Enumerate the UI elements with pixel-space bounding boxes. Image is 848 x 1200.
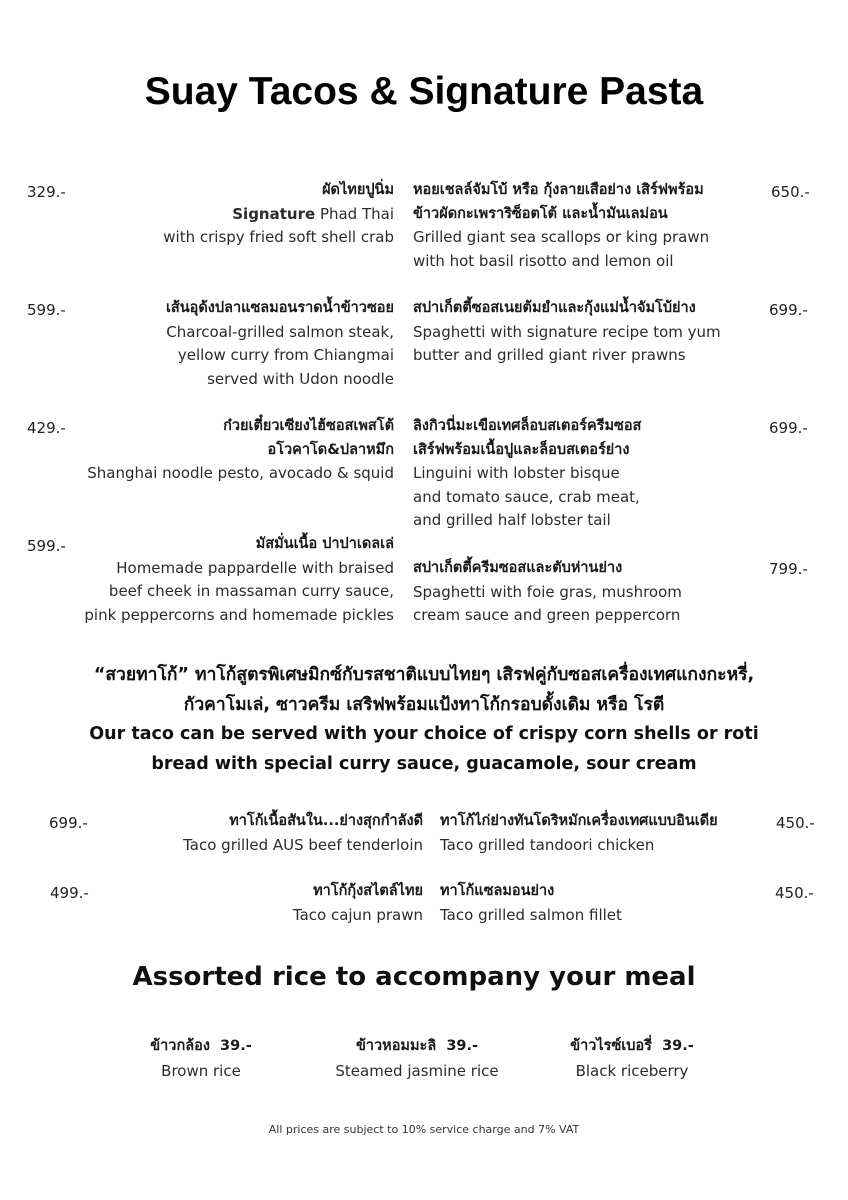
item-english-line: and grilled half lobster tail [413, 511, 611, 529]
rice-thai-name: ข้าวกล้อง [150, 1038, 210, 1054]
item-thai-name: เส้นอุด้งปลาแซลมอนราดน้ำข้าวซอย [165, 300, 394, 316]
price-beef-taco: 699.- [49, 814, 88, 832]
menu-item-salmon-udon [166, 297, 394, 391]
item-english-line: pink peppercorns and homemade pickles [84, 605, 394, 624]
menu-item-tandoori-taco [440, 810, 718, 857]
taco-note-line: bread with special curry sauce, guacamole, sour cream [151, 753, 697, 774]
price-prawn-taco: 499.- [50, 884, 89, 902]
price-salmon-udon: 599.- [27, 301, 66, 319]
taco-note-line: กัวคาโมเล่, ซาวครีม เสริฟพร้อมแป้งทาโก้กรอบดั้งเดิม หรือ โรตี [183, 694, 665, 715]
rice-item-jasmine [297, 1034, 537, 1084]
rice-item-brown [81, 1034, 321, 1084]
taco-note-line: “สวยทาโก้” ทาโก้สูตรพิเศษมิกซ์กับรสชาติแบบไทยๆ เสิรฟคู่กับซอสเครื่องเทศแกงกะหรี่, [93, 665, 755, 685]
item-thai-name: สปาเก็ตตี้ซอสเนยต้มยำและกุ้งแม่น้ำจัมโบ้ย่าง [413, 300, 696, 316]
item-english-line: Charcoal-grilled salmon steak, [166, 322, 394, 341]
item-thai-name: มัสมั่นเนื้อ ปาปาเดลเล่ [255, 536, 394, 552]
menu-item-salmon-taco [440, 880, 622, 927]
price-tandoori-taco: 450.- [776, 814, 815, 832]
item-english-line: with hot basil risotto and lemon oil [413, 251, 674, 270]
rice-english-name: Black riceberry [575, 1062, 689, 1080]
rice-price: 39.- [446, 1038, 479, 1054]
price-foie-gras-spaghetti: 799.- [769, 560, 808, 578]
rice-thai-name: ข้าวไรซ์เบอรี่ [570, 1038, 652, 1054]
menu-item-massaman-pappardelle [84, 533, 394, 627]
menu-item-tom-yum-spaghetti [413, 297, 721, 368]
item-thai-name: ทาโก้กุ้งสไตล์ไทย [313, 883, 423, 899]
price-scallop-risotto: 650.- [771, 183, 810, 201]
rice-item-riceberry [512, 1034, 752, 1084]
menu-item-beef-taco [183, 810, 423, 857]
rice-english-name: Brown rice [161, 1062, 241, 1080]
item-english-line: with crispy fried soft shell crab [163, 228, 394, 246]
item-thai-name: ผัดไทยปูนิ่ม [322, 182, 394, 198]
item-thai-name: ก๋วยเตี๋ยวเซียงไฮ้ซอสเพสโต้ [223, 418, 394, 434]
item-english-line: cream sauce and green peppercorn [413, 606, 681, 624]
rice-english-name: Steamed jasmine rice [335, 1062, 499, 1080]
item-english-line: Spaghetti with signature recipe tom yum [413, 322, 721, 341]
item-english-line: Taco grilled salmon fillet [440, 905, 622, 924]
menu-item-foie-gras-spaghetti [413, 557, 682, 628]
price-salmon-taco: 450.- [775, 884, 814, 902]
item-thai-name: อโวคาโด&ปลาหมึก [267, 441, 394, 458]
item-english-line: Shanghai noodle pesto, avocado & squid [87, 464, 394, 482]
page-title: Suay Tacos & Signature Pasta [144, 70, 704, 113]
price-phad-thai: 329.- [27, 183, 66, 201]
item-english-line: served with Udon noodle [207, 369, 394, 388]
menu-item-prawn-taco [293, 880, 423, 927]
item-english-line: Signature Phad Thai [232, 204, 394, 223]
item-english-line: Spaghetti with foie gras, mushroom [413, 582, 682, 601]
item-thai-name: เสิร์ฟพร้อมเนื้อปูและล็อบสเตอร์ย่าง [413, 441, 630, 458]
rice-thai-name: ข้าวหอมมะลิ [355, 1038, 437, 1054]
item-english-line: Taco grilled tandoori chicken [440, 835, 655, 854]
item-thai-name: สปาเก็ตตี้ครีมซอสและตับห่านย่าง [413, 560, 623, 576]
rice-section-heading: Assorted rice to accompany your meal [132, 962, 696, 992]
price-lobster-linguini: 699.- [769, 419, 808, 437]
menu-item-shanghai-noodle [87, 415, 394, 486]
rice-price: 39.- [220, 1038, 252, 1054]
item-english-line: Homemade pappardelle with braised [116, 558, 394, 577]
item-english-line: and tomato sauce, crab meat, [413, 487, 640, 506]
item-english-line: Linguini with lobster bisque [413, 464, 620, 482]
taco-description [0, 661, 848, 779]
price-shanghai-noodle: 429.- [27, 419, 66, 437]
item-thai-name: ทาโก้ไก่ย่างทันโดริหมักเครื่องเทศแบบอินเดีย [440, 813, 718, 829]
item-english-line: Taco grilled AUS beef tenderloin [183, 835, 423, 854]
menu-item-phad-thai [163, 179, 394, 250]
item-english-line: Grilled giant sea scallops or king prawn [413, 228, 710, 246]
price-massaman-pappardelle: 599.- [27, 537, 66, 555]
rice-price: 39.- [662, 1038, 694, 1054]
menu-item-lobster-linguini [413, 415, 641, 533]
item-thai-name: ข้าวผัดกะเพราริซ็อตโต้ และน้ำมันเลม่อน [413, 205, 668, 222]
item-english-line: beef cheek in massaman curry sauce, [108, 582, 394, 600]
item-thai-name: ทาโก้เนื้อสันใน...ย่างสุกกำลังดี [229, 813, 423, 829]
item-thai-name: หอยเชลล์จัมโบ้ หรือ กุ้งลายเสือย่าง เสิร์ฟพร้อม [413, 182, 704, 198]
signature-label: Signature [232, 204, 316, 223]
item-thai-name: ทาโก้แซลมอนย่าง [440, 883, 555, 899]
item-english-line: yellow curry from Chiangmai [177, 346, 394, 364]
price-tom-yum-spaghetti: 699.- [769, 301, 808, 319]
service-charge-note: All prices are subject to 10% service charge and 7% VAT [268, 1123, 580, 1136]
item-english-line: butter and grilled giant river prawns [413, 346, 686, 364]
taco-note-line: Our taco can be served with your choice of crispy corn shells or roti [89, 724, 759, 744]
item-thai-name: ลิงกิวนี่มะเขือเทศล็อบสเตอร์ครีมซอส [413, 418, 642, 434]
item-english-line: Taco cajun prawn [292, 905, 423, 924]
menu-item-scallop-risotto [413, 179, 709, 273]
